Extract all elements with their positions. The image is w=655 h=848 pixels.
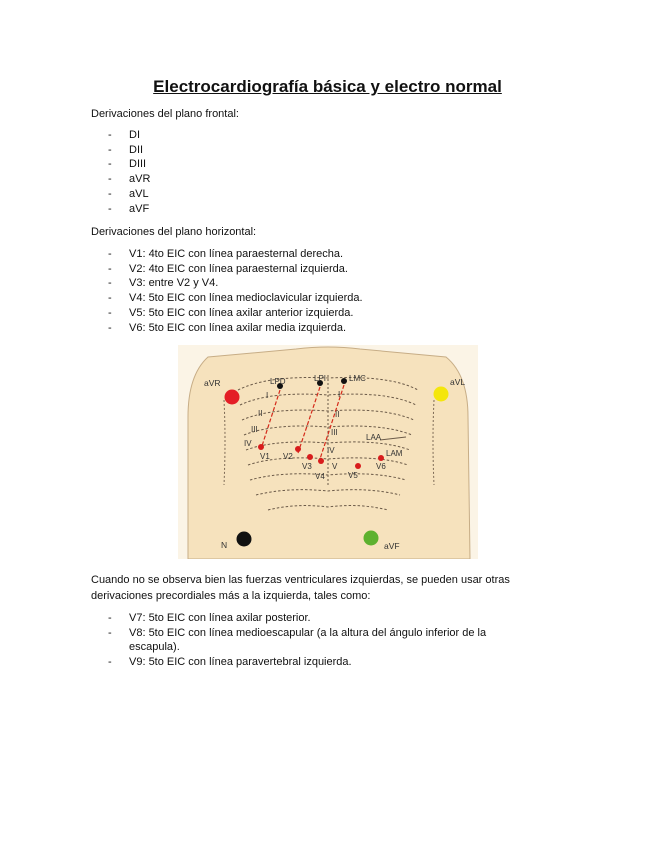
lmc-marker <box>341 378 347 384</box>
horizontal-heading: Derivaciones del plano horizontal: <box>91 226 257 238</box>
v1-electrode <box>258 444 264 450</box>
v5-label: V5 <box>348 471 358 480</box>
electrode-placement-figure <box>178 345 478 559</box>
v1-label: V1 <box>260 452 270 461</box>
list-item: - V5: 5to EIC con línea axilar anterior izquierda. <box>108 306 363 321</box>
extra-leads-list <box>108 611 518 670</box>
list-item: - V1: 4to EIC con línea paraesternal derecha. <box>108 247 363 262</box>
lpd-label: LPD <box>270 377 286 386</box>
v4-electrode <box>318 458 324 464</box>
list-item: - aVL <box>108 187 150 202</box>
avf-label: aVF <box>384 541 400 551</box>
laa-label: LAA <box>366 433 382 442</box>
list-item: - DIII <box>108 157 150 172</box>
horizontal-leads-list <box>108 247 363 335</box>
frontal-heading: Derivaciones del plano frontal: <box>91 108 239 120</box>
list-item: - V4: 5to EIC con línea medioclavicular izquierda. <box>108 291 363 306</box>
v6-electrode <box>378 455 384 461</box>
list-item: - V6: 5to EIC con línea axilar media izquierda. <box>108 321 363 336</box>
list-item: - DI <box>108 128 150 143</box>
rib-label-ii-right: II <box>335 410 340 419</box>
avr-label: aVR <box>204 378 221 388</box>
list-item: - V3: entre V2 y V4. <box>108 276 363 291</box>
n-label: N <box>221 540 228 550</box>
list-item: - aVF <box>108 202 150 217</box>
v3-label: V3 <box>302 462 312 471</box>
rib-label-iv-left: IV <box>244 439 252 448</box>
rib-label-i-left: I <box>266 391 269 400</box>
v6-label: V6 <box>376 462 386 471</box>
rib-label-v-right: V <box>332 462 338 471</box>
avr-electrode <box>225 390 240 405</box>
v2-label: V2 <box>283 452 293 461</box>
page-title: Electrocardiografía básica y electro normal <box>153 77 502 96</box>
frontal-leads-list <box>108 128 150 216</box>
list-item: - DII <box>108 143 150 158</box>
lam-label: LAM <box>386 449 403 458</box>
lmc-label: LMC <box>349 374 366 383</box>
rib-label-iv-right: IV <box>327 446 335 455</box>
list-item: - V2: 4to EIC con línea paraesternal izquierda. <box>108 262 363 277</box>
avl-electrode <box>434 387 449 402</box>
v2-electrode <box>295 446 301 452</box>
v4-label: V4 <box>315 472 325 481</box>
list-item: - V9: 5to EIC con línea paravertebral izquierda. <box>108 655 518 670</box>
avf-electrode <box>364 531 379 546</box>
list-item: - aVR <box>108 172 150 187</box>
v3-electrode <box>307 454 313 460</box>
lpi-label: LPI <box>314 374 327 383</box>
rib-label-iii-right: III <box>331 428 338 437</box>
avl-label: aVL <box>450 377 466 387</box>
list-item: - V8: 5to EIC con línea medioescapular (a la altura del ángulo inferior de la escapula). <box>108 626 518 655</box>
rib-label-iii-left: III <box>251 425 258 434</box>
v5-electrode <box>355 463 361 469</box>
list-item: - V7: 5to EIC con línea axilar posterior. <box>108 611 518 626</box>
n-electrode <box>237 532 252 547</box>
rib-label-ii-left: II <box>258 409 263 418</box>
extra-leads-intro: Cuando no se observa bien las fuerzas ventriculares izquierdas, se pueden usar otras derivaciones precordiales más a la izquierda, tales como: <box>91 574 510 602</box>
rib-label-i-right: I <box>338 390 341 399</box>
